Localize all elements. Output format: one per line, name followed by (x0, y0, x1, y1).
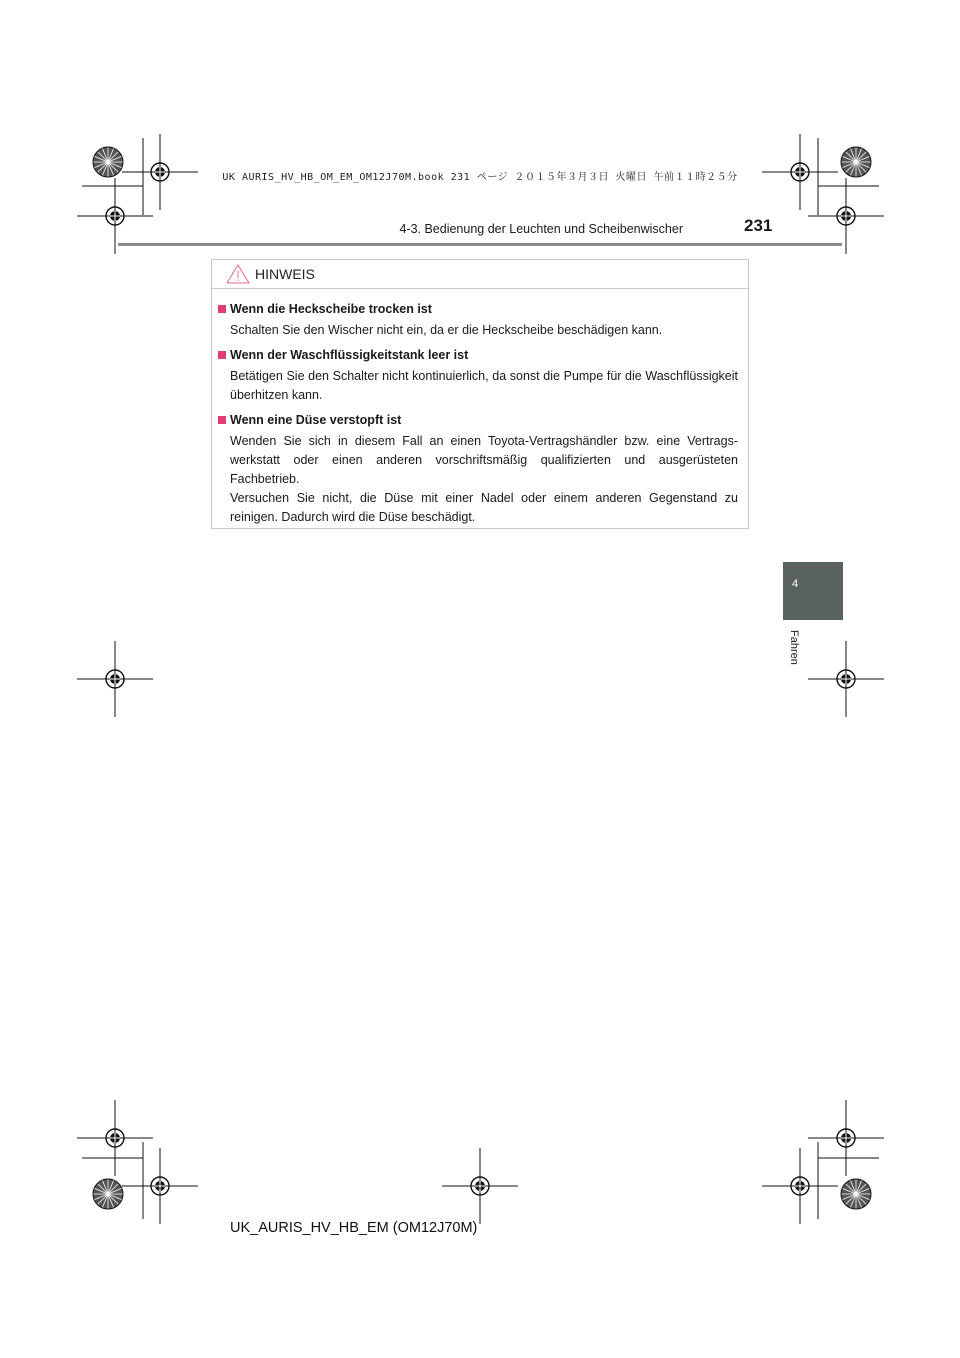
print-header: UK AURIS_HV_HB_OM_EM_OM12J70M.book 231 ページ ２０１５年３月３日 火曜日 午前１１時２５分 (222, 172, 738, 183)
square-bullet-icon (218, 416, 226, 424)
notice-item-text: Betätigen Sie den Schalter nicht kontinuierlich, da sonst die Pumpe für die Waschflüssigkeit überhitzen kann. (230, 369, 738, 402)
notice-body (212, 289, 748, 527)
notice-item (218, 346, 738, 405)
warning-triangle-icon (225, 263, 251, 285)
notice-header (212, 260, 748, 289)
header-rule (118, 243, 842, 246)
notice-box (211, 259, 749, 529)
notice-item-text: Wenden Sie sich in diesem Fall an einen Toyota-Vertragshändler bzw. eine Vertragswerkstatt oder einen anderen vorschriftsmäßig qualifizierten und ausgerüsteten Fachbetrieb. Versuchen Sie nicht, die Düse mit einer Nadel oder einem anderen Gegenstand zu reinigen. Dadurch wird die Düse beschädigt. (230, 434, 738, 524)
square-bullet-icon (218, 351, 226, 359)
footer-document-id: UK_AURIS_HV_HB_EM (OM12J70M) (230, 1220, 478, 1236)
notice-item (218, 411, 738, 527)
notice-item-heading: Wenn eine Düse verstopft ist (218, 411, 738, 429)
chapter-tab-label: Fahren (788, 630, 800, 665)
notice-item (218, 300, 738, 340)
page-number: 231 (744, 216, 773, 235)
notice-label: HINWEIS (255, 266, 315, 282)
square-bullet-icon (218, 305, 226, 313)
notice-item-heading: Wenn die Heckscheibe trocken ist (218, 300, 738, 318)
chapter-tab (783, 562, 843, 620)
notice-item-text: Schalten Sie den Wischer nicht ein, da er die Heckscheibe beschädigen kann. (230, 323, 663, 337)
chapter-tab-number: 4 (791, 578, 799, 590)
section-title: 4-3. Bedienung der Leuchten und Scheibenwischer (399, 222, 683, 236)
notice-item-heading: Wenn der Waschflüssigkeitstank leer ist (218, 346, 738, 364)
